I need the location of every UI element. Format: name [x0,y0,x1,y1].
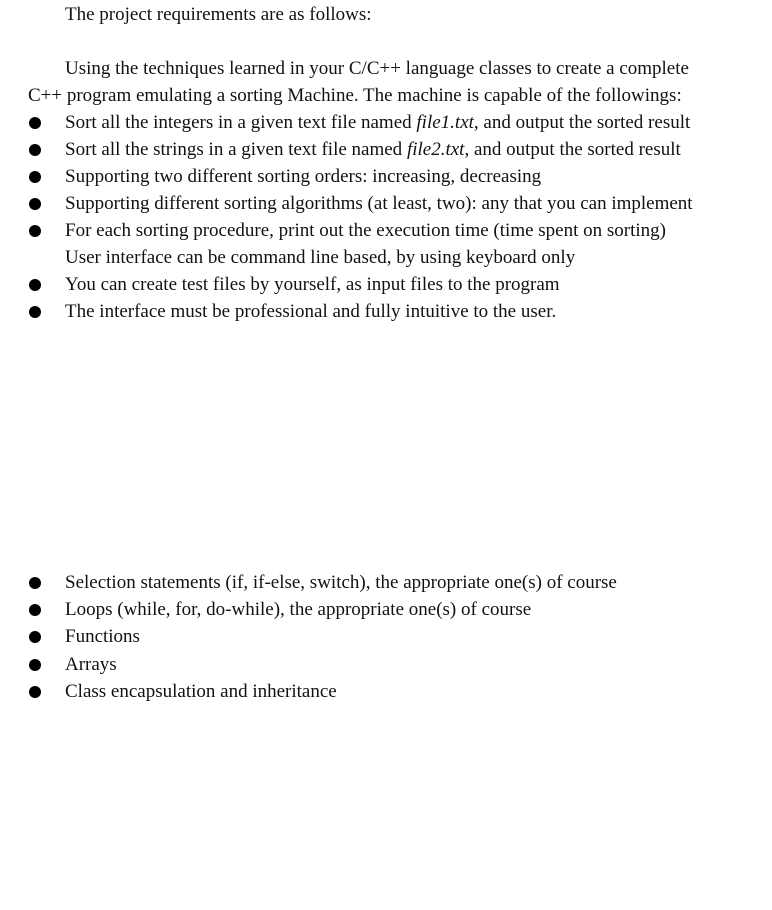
bullet-icon [29,306,41,318]
bullet-icon [29,604,41,616]
requirement-text: Sort all the integers in a given text file named [65,112,417,133]
requirement-item-interface-note: User interface can be command line based, by using keyboard only [65,247,576,268]
requirement-item-orders: Supporting two different sorting orders: increasing, decreasing [65,166,542,187]
concept-item-functions: Functions [65,626,140,647]
concept-item-loops: Loops (while, for, do-while), the appropriate one(s) of course [65,599,532,620]
requirement-text: Sort all the strings in a given text file named [65,139,407,160]
bullet-icon [29,198,41,210]
requirement-item-execution-time: For each sorting procedure, print out the execution time (time spent on sorting) [65,220,666,241]
bullet-icon [29,631,41,643]
file-name: file2.txt [406,139,465,160]
file-name: file1.txt [416,112,474,133]
concept-item-selection: Selection statements (if, if-else, switch), the appropriate one(s) of course [65,572,617,593]
bullet-icon [29,144,41,156]
requirement-item-test-files: You can create test files by yourself, as input files to the program [65,274,560,295]
bullet-icon [29,577,41,589]
concept-item-classes: Class encapsulation and inheritance [65,681,337,702]
requirement-item-interface: The interface must be professional and fully intuitive to the user. [65,301,557,322]
bullet-icon [29,686,41,698]
bullet-icon [29,225,41,237]
requirement-item-integers [65,112,690,134]
paragraph-line-2: C++ program emulating a sorting Machine. The machine is capable of the followings: [28,85,682,106]
bullet-icon [29,117,41,129]
requirement-item-strings [65,139,681,161]
paragraph-line-1: Using the techniques learned in your C/C++ language classes to create a complete [65,58,689,79]
requirement-text: , and output the sorted result [473,112,691,133]
intro-line: The project requirements are as follows: [65,4,372,25]
requirement-item-algorithms: Supporting different sorting algorithms (at least, two): any that you can implement [65,193,693,214]
bullet-icon [29,171,41,183]
bullet-icon [29,279,41,291]
bullet-icon [29,659,41,671]
concept-item-arrays: Arrays [65,654,117,675]
requirement-text: , and output the sorted result [464,139,681,160]
